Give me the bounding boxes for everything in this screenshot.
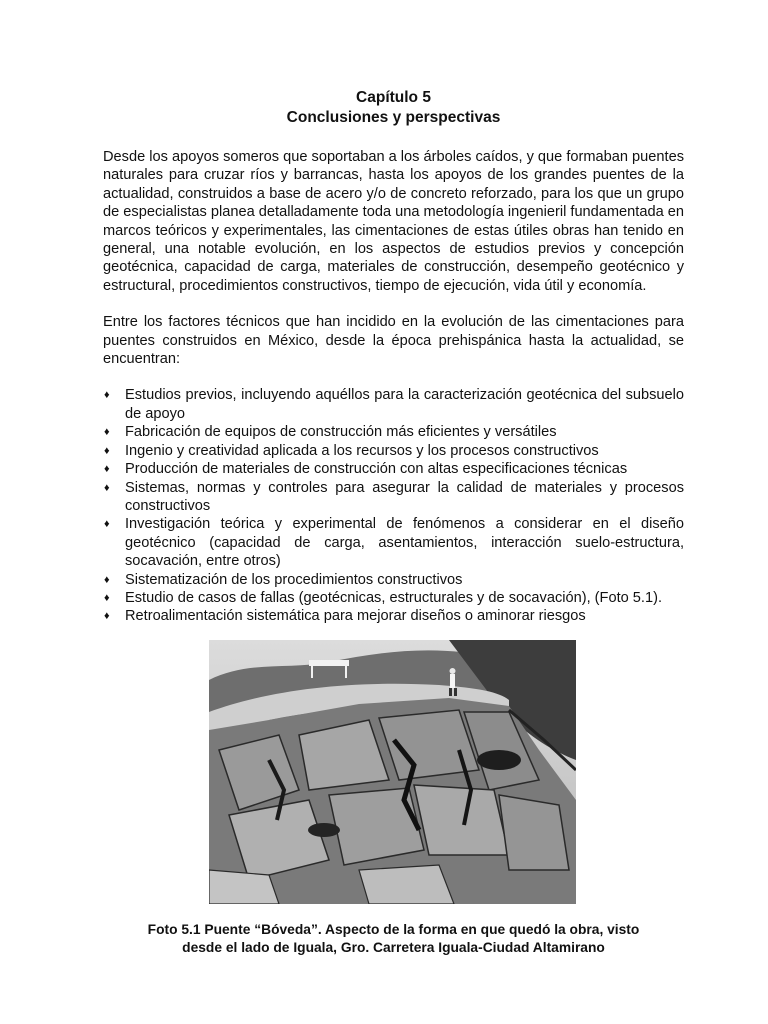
caption-line-2: desde el lado de Iguala, Gro. Carretera Iguala-Ciudad Altamirano xyxy=(182,940,605,955)
list-item: ♦ Estudios previos, incluyendo aquéllos para la caracterización geotécnica del subsuelo de apoyo xyxy=(104,387,684,422)
diamond-bullet-icon: ♦ xyxy=(104,444,110,457)
diamond-bullet-icon: ♦ xyxy=(104,389,110,402)
chapter-title: Conclusiones y perspectivas xyxy=(286,109,501,126)
list-item: ♦ Ingenio y creatividad aplicada a los recursos y los procesos constructivos xyxy=(104,442,599,459)
list-item: ♦ Estudio de casos de fallas (geotécnicas, estructurales y de socavación), (Foto 5.1). xyxy=(104,589,662,606)
diamond-bullet-icon: ♦ xyxy=(104,463,110,476)
paragraph-intro: Desde los apoyos someros que soportaban a los árboles caídos, y que formaban puentes naturales para cruzar ríos y barrancas, hasta los apoyos de los grandes puentes de la actualidad, construidos a base de acero y/o de concreto reforzado, para los que un grupo de especialistas planea detalladamente toda una metodología ingenieril fundamentada en marcos teóricos y experimentales, las cimentaciones de estas útiles obras han tenido en general, una notable evolución, en los aspectos de estudios previos y concepción geotécnica, capacidad de carga, materiales de construcción, desempeño geotécnico y estructural, procedimientos constructivos, tiempo de ejecución, vida útil y economía. xyxy=(103,149,684,294)
list-item: ♦ Retroalimentación sistemática para mejorar diseños o aminorar riesgos xyxy=(104,608,586,625)
photo-caption xyxy=(103,921,684,957)
list-item: ♦ Producción de materiales de construcción con altas especificaciones técnicas xyxy=(104,461,628,478)
chapter-number: Capítulo 5 xyxy=(356,89,431,106)
diamond-bullet-icon: ♦ xyxy=(104,610,110,623)
factor-list xyxy=(103,386,684,625)
caption-line-1: Foto 5.1 Puente “Bóveda”. Aspecto de la forma en que quedó la obra, visto xyxy=(147,922,640,937)
list-item: ♦ Sistematización de los procedimientos constructivos xyxy=(104,571,463,588)
diamond-bullet-icon: ♦ xyxy=(104,426,110,439)
page-body xyxy=(103,88,684,626)
paragraph-factors: Entre los factores técnicos que han incidido en la evolución de las cimentaciones para puentes construidos en México, desde la época prehispánica hasta la actualidad, se encuentran: xyxy=(103,314,684,368)
diamond-bullet-icon: ♦ xyxy=(104,591,110,604)
diamond-bullet-icon: ♦ xyxy=(104,481,110,494)
list-item: ♦ Fabricación de equipos de construcción más eficientes y versátiles xyxy=(104,424,557,441)
bridge-failure-photo xyxy=(209,640,576,904)
diamond-bullet-icon: ♦ xyxy=(104,518,110,531)
list-item: ♦ Investigación teórica y experimental de fenómenos a considerar en el diseño geotécnico (capacidad de carga, asentamientos, interacción suelo-estructura, socavación, entre otros) xyxy=(104,516,684,570)
list-item: ♦ Sistemas, normas y controles para asegurar la calidad de materiales y procesos constructivos xyxy=(104,479,684,514)
diamond-bullet-icon: ♦ xyxy=(104,573,110,586)
